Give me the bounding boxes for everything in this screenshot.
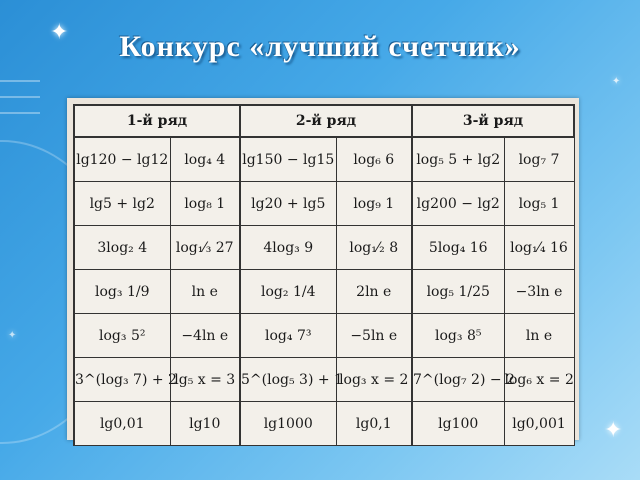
table-cell: lg10 [170, 402, 240, 446]
table-cell: log₅ 1 [504, 182, 574, 226]
table-row [74, 270, 574, 314]
table-cell: lg0,001 [504, 402, 574, 446]
column-header-row-1: 1-й ряд [74, 105, 240, 137]
table-cell: −3ln e [504, 270, 574, 314]
table-cell: log₁⁄₂ 8 [336, 226, 412, 270]
table-cell: lg150 − lg15 [240, 137, 336, 182]
table-cell: 3^(log₃ 7) + 2 [74, 358, 170, 402]
table-cell: log₃ 8⁵ [412, 314, 504, 358]
table-cell: lg200 − lg2 [412, 182, 504, 226]
table-cell: 5log₄ 16 [412, 226, 504, 270]
table-cell: log₆ 6 [336, 137, 412, 182]
scanned-table-sheet [67, 98, 579, 440]
sparkle-icon: ✦ [50, 20, 69, 45]
table-body [74, 137, 574, 446]
table-cell: −4ln e [170, 314, 240, 358]
table-row [74, 358, 574, 402]
sparkle-icon: ✦ [604, 418, 623, 443]
table-cell: ln e [504, 314, 574, 358]
table-row [74, 182, 574, 226]
table-cell: log₃ 5² [74, 314, 170, 358]
slide-title: Конкурс «лучший счетчик» [119, 30, 521, 63]
table-cell: lg₅ x = 3 [170, 358, 240, 402]
column-header-row-2: 2-й ряд [240, 105, 412, 137]
column-header-row-3: 3-й ряд [412, 105, 574, 137]
table-row [74, 226, 574, 270]
table-header-row [74, 105, 574, 137]
table-cell: log₆ x = 2 [504, 358, 574, 402]
table-cell: 7^(log₇ 2) − 2 [412, 358, 504, 402]
table-cell: lg20 + lg5 [240, 182, 336, 226]
table-cell: log₈ 1 [170, 182, 240, 226]
table-cell: log₄ 4 [170, 137, 240, 182]
table-cell: ln e [170, 270, 240, 314]
table-cell: log₅ 5 + lg2 [412, 137, 504, 182]
table-cell: 4log₃ 9 [240, 226, 336, 270]
decorative-lines [0, 80, 60, 140]
sparkle-icon: ✦ [8, 330, 17, 341]
table-cell: log₁⁄₄ 16 [504, 226, 574, 270]
table-cell: log₄ 7³ [240, 314, 336, 358]
table-cell: 5^(log₅ 3) + 1 [240, 358, 336, 402]
sparkle-icon: ✦ [612, 76, 621, 87]
table-cell: log₇ 7 [504, 137, 574, 182]
table-cell: 3log₂ 4 [74, 226, 170, 270]
table-cell: lg0,1 [336, 402, 412, 446]
table-row [74, 137, 574, 182]
table-cell: lg0,01 [74, 402, 170, 446]
table-cell: lg5 + lg2 [74, 182, 170, 226]
table-cell: log₃ x = 2 [336, 358, 412, 402]
table-cell: log₃ 1/9 [74, 270, 170, 314]
table-row [74, 314, 574, 358]
table-cell: lg120 − lg12 [74, 137, 170, 182]
table-cell: log₅ 1/25 [412, 270, 504, 314]
table-cell: −5ln e [336, 314, 412, 358]
table-cell: log₁⁄₃ 27 [170, 226, 240, 270]
table-cell: log₂ 1/4 [240, 270, 336, 314]
logarithm-table [73, 104, 575, 446]
table-cell: lg100 [412, 402, 504, 446]
table-cell: 2ln e [336, 270, 412, 314]
table-cell: lg1000 [240, 402, 336, 446]
table-cell: log₉ 1 [336, 182, 412, 226]
table-row [74, 402, 574, 446]
